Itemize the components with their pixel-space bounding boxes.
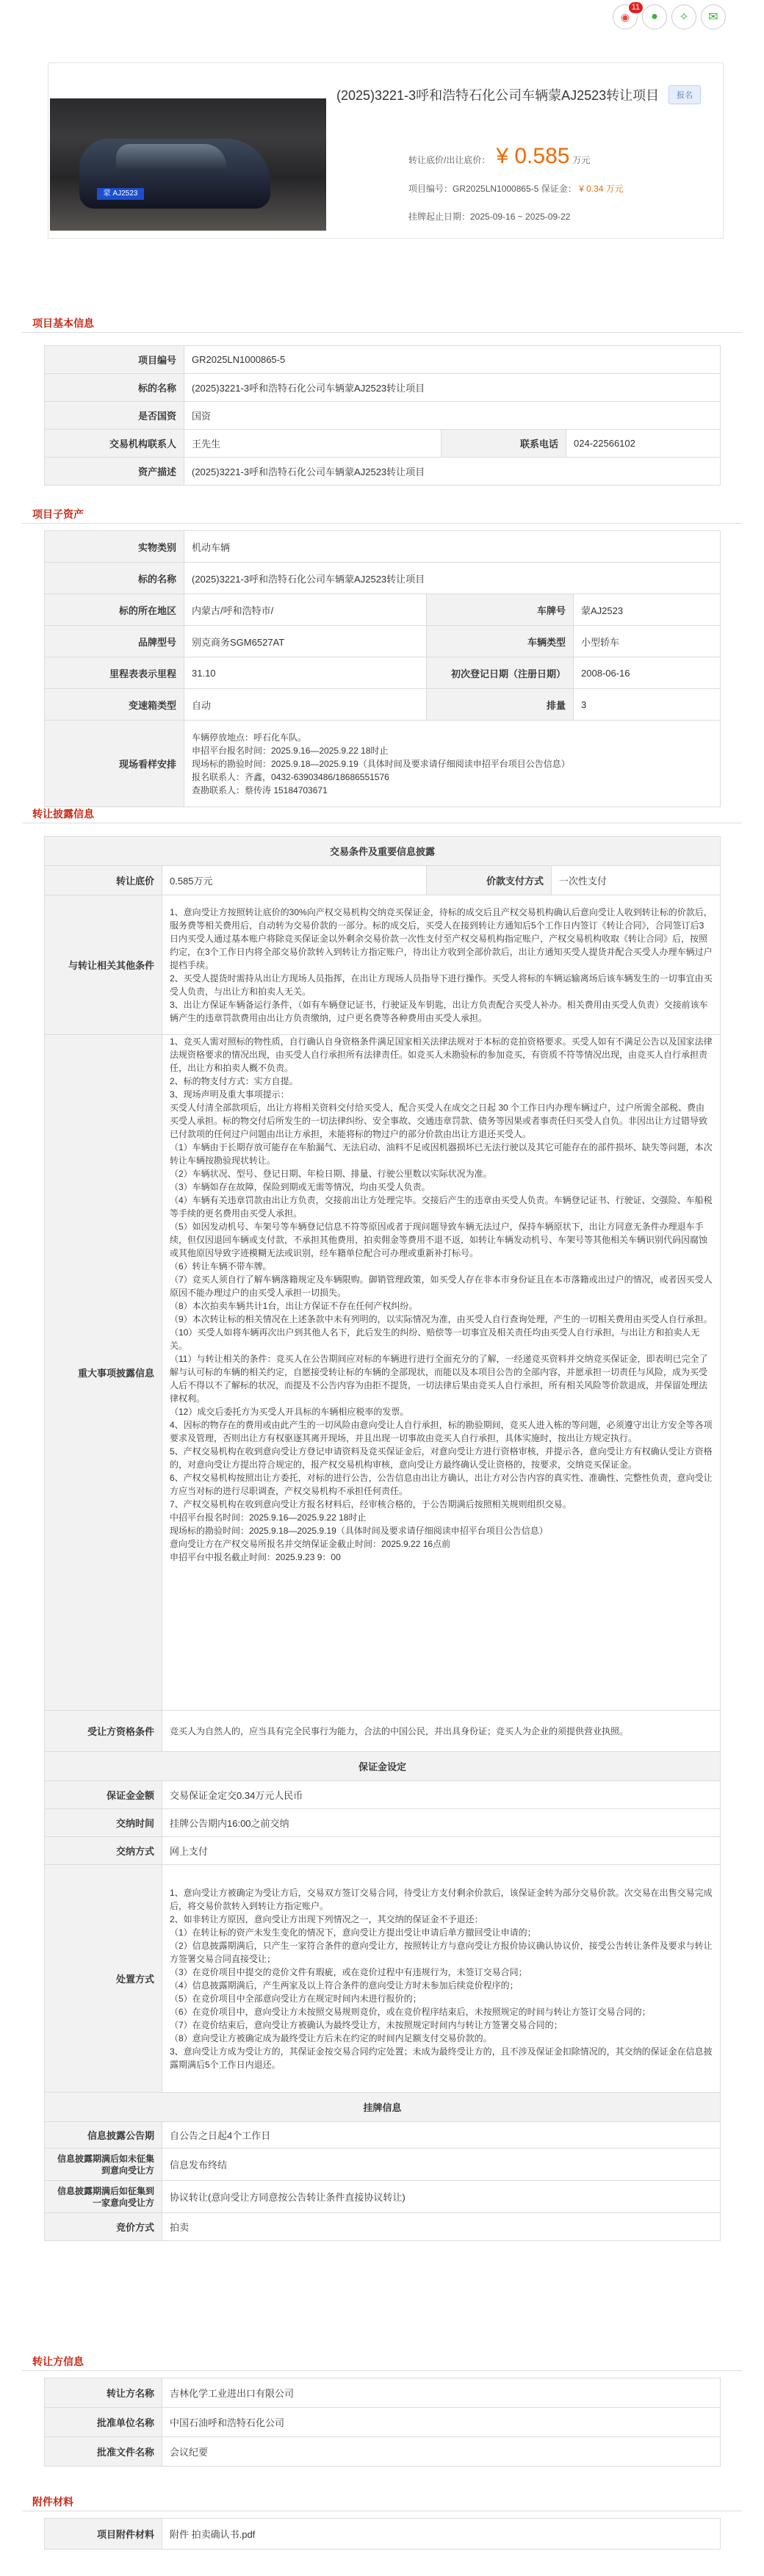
cell-key: 交纳时间	[45, 1809, 162, 1837]
cell-key: 品牌型号	[45, 626, 184, 657]
payment-method-value: 一次性支付	[552, 866, 721, 895]
asset-type-value: 机动车辆	[184, 531, 721, 563]
share-button[interactable]	[671, 4, 696, 29]
sub-asset-table	[44, 530, 721, 807]
cell-key: 初次登记日期（注册日期）	[427, 657, 574, 689]
weibo-icon: ◉	[620, 10, 630, 23]
project-code-line	[408, 182, 624, 195]
cell-key: 保证金金额	[45, 1781, 162, 1809]
conditions-heading: 交易条件及重要信息披露	[45, 837, 721, 866]
vehicle-photo[interactable]	[50, 98, 326, 231]
project-code-label: 项目编号：GR2025LN1000865-5 保证金：	[408, 184, 577, 194]
cell-key: 变速箱类型	[45, 689, 184, 721]
cell-key: 批准单位名称	[45, 2408, 162, 2437]
section-disclosure-title: 转让披露信息	[32, 808, 94, 820]
share-bar	[0, 0, 764, 40]
register-date-value: 2008-06-16	[574, 657, 721, 689]
asset-name-value: (2025)3221-3呼和浩特石化公司车辆蒙AJ2523转让项目	[184, 374, 721, 402]
displacement-value: 3	[574, 689, 721, 721]
divider	[22, 2370, 742, 2371]
cell-key: 价款支付方式	[427, 866, 552, 895]
cell-key: 与转让相关其他条件	[45, 895, 162, 1035]
deposit-value: ¥ 0.34 万元	[579, 184, 624, 194]
cell-key: 联系电话	[442, 430, 566, 458]
no-buyer-value: 信息发布终结	[162, 2149, 721, 2181]
deposit-amount-value: 交易保证金定交0.34万元人民币	[162, 1781, 721, 1809]
cell-key: 车辆类型	[427, 626, 574, 657]
state-owned-value: 国资	[184, 402, 721, 430]
disclosure-table	[44, 836, 721, 2241]
share-icon: ✧	[679, 11, 689, 24]
plate-value: 蒙AJ2523	[574, 594, 721, 626]
email-share-button[interactable]	[701, 4, 726, 29]
section-basic-info-title: 项目基本信息	[32, 317, 94, 329]
cell-key: 资产描述	[45, 458, 184, 486]
basic-info-table	[44, 345, 721, 486]
deposit-method-value: 网上支付	[162, 1837, 721, 1865]
brand-value: 别克商务SGM6527AT	[184, 626, 427, 657]
attachment-table	[44, 2518, 721, 2550]
license-plate: 蒙 AJ2523	[97, 188, 144, 200]
register-button[interactable]: 报名	[668, 85, 701, 104]
section-attachment-title: 附件材料	[32, 2496, 73, 2508]
phone-value: 024-22566102	[566, 430, 721, 458]
section-seller-title: 转让方信息	[32, 2356, 84, 2367]
car-type-value: 小型轿车	[574, 626, 721, 657]
contact-value: 王先生	[184, 430, 442, 458]
deposit-time-value: 挂牌公告期内16:00之前交纳	[162, 1809, 721, 1837]
deposit-heading: 保证金设定	[45, 1752, 721, 1781]
listing-heading: 挂牌信息	[45, 2093, 721, 2122]
cell-key: 标的名称	[45, 374, 184, 402]
section-sub-asset-title: 项目子资产	[32, 508, 84, 520]
major-disclosure-value: 1、竞买人需对照标的物性质，自行确认自身资格条件满足国家相关法律法规对于本标的竞拍资格要求。买受人如有不满足公告以及国家法律法规资格要求的情况出现，由买受人自行承担所有法律责任。如竞买人未勘验标的参加竞买，有资质不符等情况出现，由竞买人自行承担责任，出让方和拍卖人概不负责。 2、标的物支付方式：实方自提。 3、现场声明及重大事项提示： 买受人付清全部款项后，出让方将相关资料交付给买受人，配合买受人在成交之日起 30 个工作日内办理车辆过户，过户所需全部税、费由买受人承担。标的物交付后所发生的一切法律纠纷、安全事故、交通违章罚款、债务等因果或者事责任归买受人自负。非因出让方过错导致已付款项的任何过户问题由出让方承担，未能将标的物过户的部分价款由出让方退还买受人。 （1）车辆由于长期存放可能存在车胎漏气、无法启动、油料不足或因机器损坏已无法行驶以及其它可能存在的部件损坏、缺失等问题，本次转让车辆按勘验现状转让。 （2）车辆状况、型号、登记日期、年检日期、排量、行驶公里数以实际状况为准。 （3）车辆如存在故障，保险到期或无需等情况，均由买受人负责。 （4）车辆有关违章罚款由出让方负责，交接前出让方处理完毕。交接后产生的违章由买受人负责。车辆登记证书、行驶证、交强险、车船税等手续的更名费用由买受人承担。 （5）如因发动机号、车架号等车辆登记信息不符等原因或者于现问题导致车辆无法过户，保持车辆原状下，出让方同意无条件办理退车手续，但仅因退回车辆或支付款，不承担其他费用，拍卖佣金等费用不退不返，如转让车辆发动机号、车架号等其他相关车辆识别代码因腐蚀或其他原因导致字迹模糊无法或识别，经车籍单位配合可办理或重新补打标号。 （6）转让车辆不带车牌。 （7）竞买人须自行了解车辆落籍规定及车辆限购。御销管理政策，如买受人存在非本市身份证且在本市落籍或出过户的情况，或者因买受人原因不能办理过户的由买受人承担一切损失。 （8）本次拍卖车辆共计1台，出让方保证不存在任何产权纠纷。 （9）本次转让标的相关情况在上述条款中未有列明的，以实际情况为准，由买受人自行查询处理，产生的一切相关费用由买受人自行承担。 （10）买受人如将车辆再次出户到其他人名下，此后发生的纠纷、赔偿等一切事宜及相关责任均由买受人自行承担，与出让方和拍卖人无关。 （11）与转让相关的条件：竞买人在公告期间应对标的车辆进行进行全面充分的了解，一经递竞买资料并交纳竞买保证金，即表明已完全了解与认可标的车辆的相关约定，自愿接受转让标的车辆的全部现状，而能以及本项目公告的全部内容，并愿承担一切责任与风险，成为买受人后不得以不了解标的状况，而提及不公告内容为由拒不提货，一切法律后果由竞买人自行承担，所有相关风险等价款退成，并保留处理法律权利。 （12）成交后委托方为买受人开具标的车辆相应税率的发票。 4、因标的物存在的费用或由此产生的一切风险由意向受让人自行承担，标的勘验期间，竞买人进入栋的等问题，必须遵守出让方安全等各项要求及管理，否则出让方有权驱逐其离开现场，并且出现一切事故由竞买人自行承担，具体实施时，按出让方规定执行。 5、产权交易机构在收到意向受让方登记申请资料及竞买保证金后，对意向受让方进行资格审核，并提示各，意向受让方有权确认受让方资格的，对意向受让方提出符合规定的，报产权交易机构审核，意向受让方最终确认受让资格的，按要求，交纳竞买保证金。 6、产权交易机构按照出让方委托，对标的进行公告，公告信息由出让方确认，出让方对公告内容的真实性、准确性、完整性负责，意向受让方应当对标的进行尽职调查，产权交易机构不承担任何责任。 7、产权交易机构在收到意向受让方报名材料后，经审核合格的，于公告期满后按照相关规则组织交易。 中招平台报名时间：2025.9.16—2025.9.22 18时止 现场标的勘验时间：2025.9.18—2025.9.19（具体时间及要求请仔细阅读申招平台项目公告信息） 意向受让方在产权交易所报名并交纳保证金截止时间：2025.9.22 16点前 申招平台中报名截止时间：2025.9.23 9：00	[162, 1035, 721, 1711]
wechat-icon: ●	[651, 10, 658, 23]
listing-period: 挂牌起止日期：2025-09-16 ~ 2025-09-22	[408, 212, 571, 222]
cell-key: 里程表表示里程	[45, 657, 184, 689]
weibo-share-button[interactable]	[613, 4, 638, 29]
announcement-period-value: 自公告之日起4个工作日	[162, 2122, 721, 2149]
floor-price-value: 0.585万元	[162, 866, 427, 895]
cell-key: 项目编号	[45, 346, 184, 374]
cell-key: 标的所在地区	[45, 594, 184, 626]
cell-key: 交易机构联系人	[45, 430, 184, 458]
cell-key: 信息披露公告期	[45, 2122, 162, 2149]
one-buyer-value: 协议转让(意向受让方同意按公告转让条件直接协议转让)	[162, 2181, 721, 2213]
sub-asset-name-value: (2025)3221-3呼和浩特石化公司车辆蒙AJ2523转让项目	[184, 563, 721, 594]
divider	[22, 332, 742, 333]
mail-icon: ✉	[708, 11, 718, 24]
divider	[22, 523, 742, 524]
cell-key: 转让底价	[45, 866, 162, 895]
seller-table	[44, 2378, 721, 2467]
cell-key: 交纳方式	[45, 1837, 162, 1865]
location-value: 内蒙古/呼和浩特市/	[184, 594, 427, 626]
cell-key: 排量	[427, 689, 574, 721]
qualification-value: 竞买人为自然人的，应当具有完全民事行为能力，合法的中国公民，并出具身份证；竞买人为企业的须提供营业执照。	[162, 1711, 721, 1752]
project-code-value: GR2025LN1000865-5	[184, 346, 721, 374]
cell-key: 实物类别	[45, 531, 184, 563]
asset-desc-value: (2025)3221-3呼和浩特石化公司车辆蒙AJ2523转让项目	[184, 458, 721, 486]
cell-key: 现场看样安排	[45, 721, 184, 807]
cell-key: 处置方式	[45, 1865, 162, 2093]
cell-key: 项目附件材料	[45, 2519, 162, 2550]
approval-doc-value: 会议纪要	[162, 2437, 721, 2467]
car-window-shape	[116, 144, 226, 170]
attachment-link[interactable]: 附件 拍卖确认书.pdf	[162, 2519, 721, 2550]
price-unit: 万元	[572, 155, 591, 165]
cell-key: 批准文件名称	[45, 2437, 162, 2467]
price-label: 转让底价/出让底价：	[408, 155, 491, 165]
gearbox-value: 自动	[184, 689, 427, 721]
cell-key: 信息披露期满后如未征集到意向受让方	[45, 2149, 162, 2181]
viewing-arrangement-value: 车辆停放地点：呼石化车队。 申招平台报名时间：2025.9.16—2025.9.22 18时止 现场标的勘验时间：2025.9.18—2025.9.19（具体时间及要求请仔细阅读申招平台项目公告信息） 报名联系人：齐鑫，0432-63903486/18686551576 查勘联系人：蔡传涛 15184703671	[184, 721, 721, 807]
cell-key: 竞价方式	[45, 2213, 162, 2241]
seller-name-value: 吉林化学工业进出口有限公司	[162, 2378, 721, 2408]
cell-key: 车牌号	[427, 594, 574, 626]
cell-key: 受让方资格条件	[45, 1711, 162, 1752]
bidding-method-value: 拍卖	[162, 2213, 721, 2241]
cell-key: 是否国资	[45, 402, 184, 430]
wechat-share-button[interactable]	[642, 4, 667, 29]
cell-key: 转让方名称	[45, 2378, 162, 2408]
price-line	[408, 144, 590, 169]
project-title: (2025)3221-3呼和浩特石化公司车辆蒙AJ2523转让项目	[336, 88, 660, 103]
cell-key: 标的名称	[45, 563, 184, 594]
cell-key: 信息披露期满后如征集到一家意向受让方	[45, 2181, 162, 2213]
mileage-value: 31.10	[184, 657, 427, 689]
disposal-method-value: 1、意向受让方被确定为受让方后，交易双方签订交易合同，待受让方支付剩余价款后，该保证金转为部分交易价款。次交易在出售交易完成后，将交易价款转入到转让方指定账户。 2、如非转让方原因，意向受让方出现下列情况之一，其交纳的保证金不予退还： （1）在转让标的资产未发生变化的情况下，意向受让方提出受让申请后单方撤回受让申请的； （2）信息披露期满后，只产生一家符合条件的意向受让方，按照转让方与意向受让方报价协议确认协议价，接受公告转让条件及要求与转让方签署交易合同直接受让； （3）在竞价项目中提交的竞价文件有瑕疵，或在竞价过程中有违规行为，未签订交易合同； （4）信息披露期满后，产生两家及以上符合条件的意向受让方时未参加后续竞价程序的； （5）在竞价项目中全部意向受让方在规定时间内未进行报价的； （6）在竞价项目中，意向受让方未按照交易规则竞价，或在竞价程序结束后，未按照规定的时间与转让方签订交易合同的； （7）在竞价结束后，意向受让方被确认为最终受让方，未按照规定时间内与转让方签署交易合同的； （8）意向受让方被确定成为最终受让方后未在约定的时间内足额支付交易价款的。 3、意向受让方成为受让方的，其保证金按交易合同约定处置；未成为最终受让方的，且不涉及保证金扣除情况的，其交纳的保证金在信息披露期满后5个工作日内退还。	[162, 1865, 721, 2093]
project-header-card	[48, 62, 724, 239]
other-conditions-value: 1、意向受让方按照转让底价的30%向产权交易机构交纳竞买保证金，待标的成交后且产权交易机构确认后意向受让人收到转让标的价款后，服务费等相关费用后，自动转为交易价款的一部分。标的成交后，买受人在接到转让方通知后5个工作日内签订《转让合同》，合同签订后3日内买受人通过基本账户将除竞买保证金以外剩余交易价款一次性支付至产权交易机构指定账户，产权交易机构收取《转让合同》后，按照约定，在3个工作日内将全部交易价款转入到转让方指定账户，待出让方收到全部价款后，出让方通知买受人提货并配合买受人办理车辆过户提档手续。 2、买受人提货时需持从出让方现场人员指挥，在出让方现场人员指导下进行操作。买受人将标的车辆运输离场后该车辆发生的一切事宜由买受人负责，与出让方和拍卖人无关。 3、出让方保证车辆备运行条件，（如有车辆登记证书，行驶证及车钥匙，出让方负责配合买受人补办。相关费用由买受人负责）交接前该车辆产生的违章罚款费用由出让方负责缴纳，过户更名费等各种费用由买受人承担。	[162, 895, 721, 1035]
share-count-badge: 11	[629, 2, 643, 13]
price-value: ¥ 0.585	[496, 144, 570, 168]
approver-value: 中国石油呼和浩特石化公司	[162, 2408, 721, 2437]
cell-key: 重大事项披露信息	[45, 1035, 162, 1711]
